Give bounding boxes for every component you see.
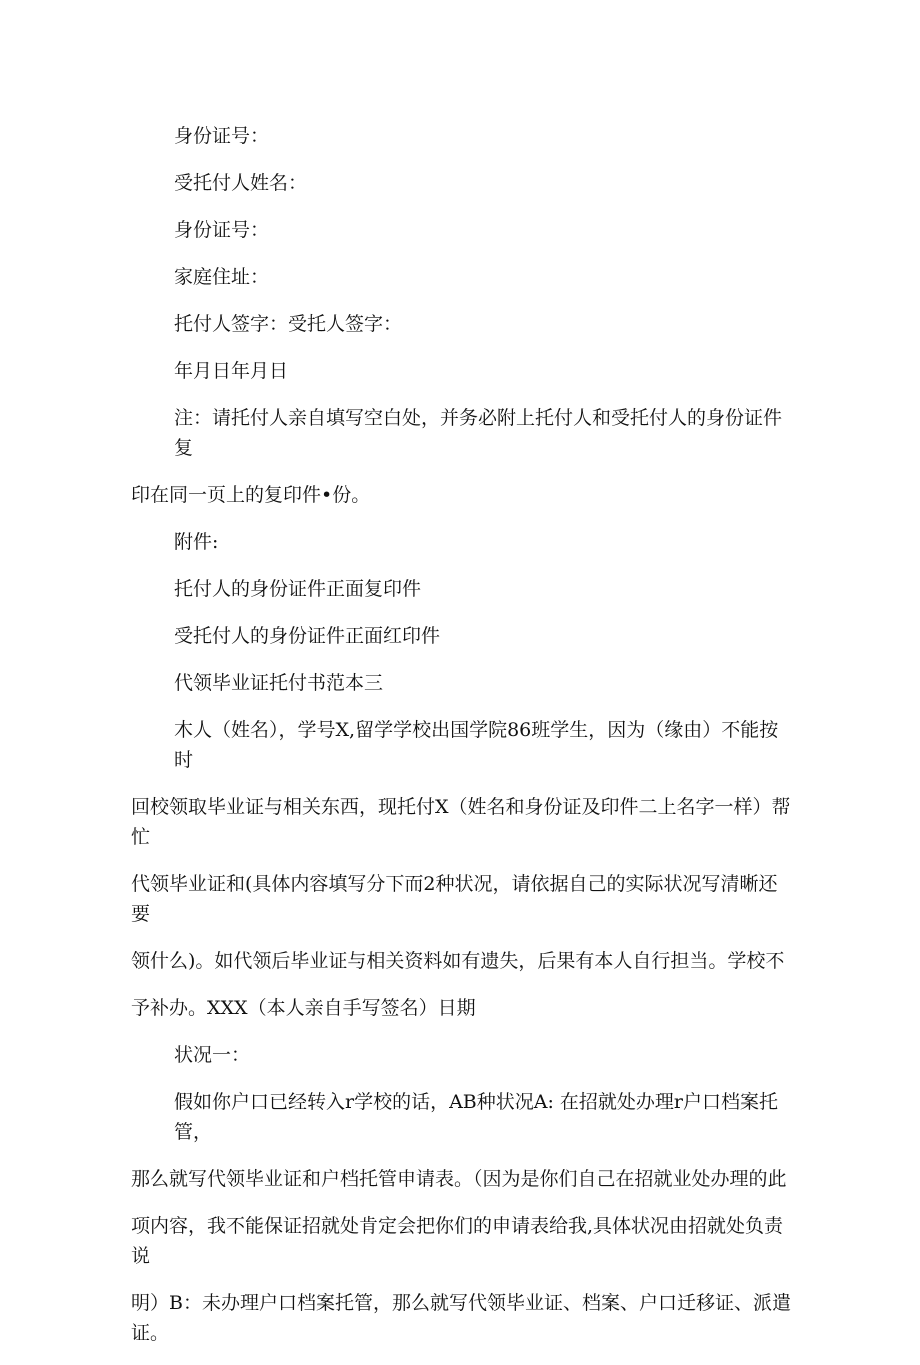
situation-line: 假如你户口已经转入r学校的话，AB种状况A: 在招就处办理r户口档案托管， (174, 1091, 779, 1143)
situation-line: 项内容，我不能保证招就处肯定会把你们的申请表给我,具体状况由招就处负责说 (131, 1215, 784, 1267)
field-home-address: 家庭住址： (174, 266, 270, 288)
field-trustee-name: 受托付人姓名： (174, 172, 308, 194)
attachment-heading: 附件: (174, 531, 219, 553)
situation-heading: 状况一： (174, 1044, 251, 1066)
field-dates: 年月日年月日 (174, 360, 289, 382)
body-line: 予补办。XXX（本人亲自手写签名）日期 (131, 997, 476, 1019)
situation-line: 那么就写代领毕业证和户档托管申请表。（因为是你们自己在招就业处办理的此 (131, 1168, 787, 1190)
situation-paragraph (131, 1087, 791, 1348)
field-id-number-1: 身份证号： (174, 125, 270, 147)
body-line: 领什么)。如代领后毕业证与相关资料如有遗失，后果有本人自行担当。学校不 (131, 950, 785, 972)
body-line: 回校领取毕业证与相关东西，现托付X（姓名和身份证及印件二上名字一样）帮忙 (131, 796, 791, 848)
note-line: 印在同一页上的复印件•份。 (131, 484, 371, 506)
sample-title: 代领毕业证托付书范本三 (174, 672, 384, 694)
document-body (131, 121, 791, 1365)
attachment-item: 托付人的身份证件正面复印件 (174, 578, 422, 600)
body-paragraph (131, 715, 791, 1023)
situation-line: 明）B：未办理户口档案托管，那么就写代领毕业证、档案、户口迁移证、派遣证。 (131, 1292, 791, 1344)
note-line: 注：请托付人亲自填写空白处，并务必附上托付人和受托付人的身份证件复 (174, 407, 783, 459)
body-line: 木人（姓名），学号X,留学学校出国学院86班学生，因为（缘由）不能按时 (174, 719, 779, 771)
field-signatures: 托付人签字：受托人签字： (174, 313, 403, 335)
note-paragraph (131, 403, 791, 510)
attachment-item: 受托付人的身份证件正面红印件 (174, 625, 441, 647)
body-line: 代领毕业证和(具体内容填写分下而2种状况，请依据自己的实际状况写清晰还要 (131, 873, 778, 925)
field-id-number-2: 身份证号： (174, 219, 270, 241)
